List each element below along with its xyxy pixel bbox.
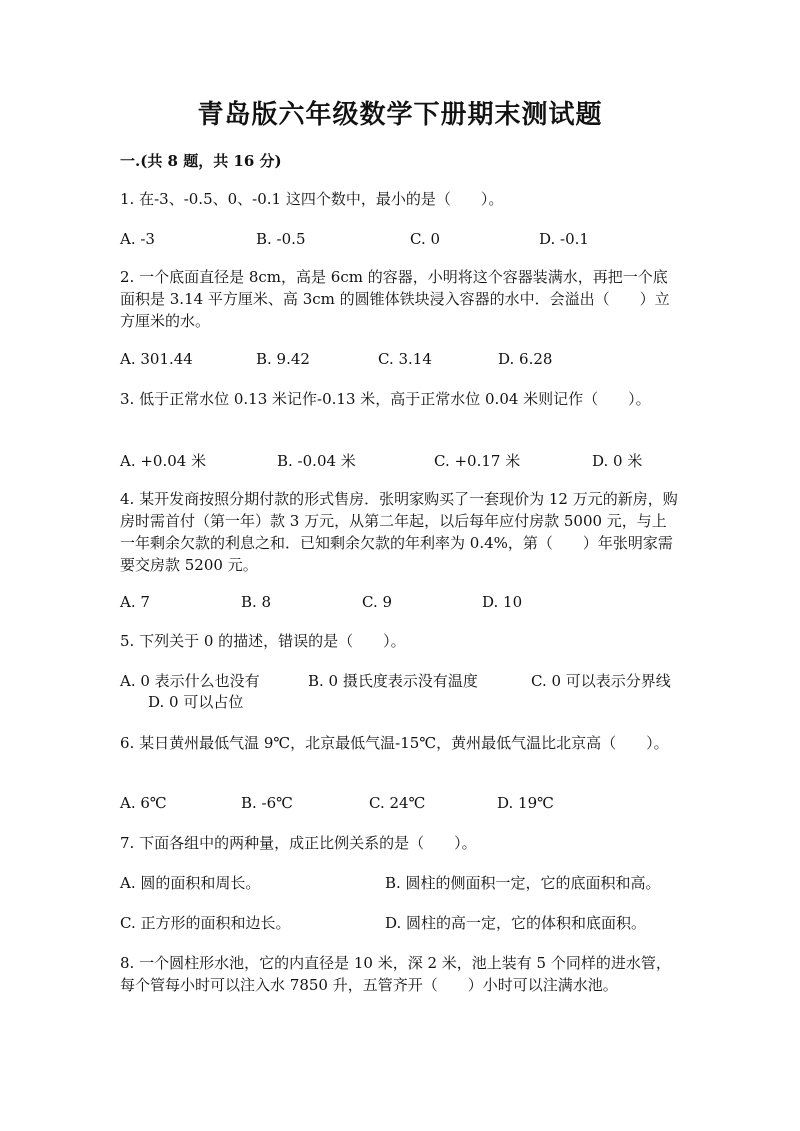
q7-option-c[interactable]: C. 正方形的面积和边长。: [120, 914, 291, 932]
q2-option-b[interactable]: B. 9.42: [256, 350, 310, 368]
q2-option-d[interactable]: D. 6.28: [498, 350, 553, 368]
q6-option-a[interactable]: A. 6℃: [120, 794, 167, 812]
q3-option-a[interactable]: A. +0.04 米: [120, 452, 207, 470]
q5-option-d[interactable]: D. 0 可以占位: [148, 693, 244, 711]
q6-option-d[interactable]: D. 19℃: [497, 794, 554, 812]
question-4: 4. 某开发商按照分期付款的形式售房．张明家购买了一套现价为 12 万元的新房，购房时需首付（第一年）款 3 万元，从第二年起，以后每年应付房款 5000 元，与上一年剩余欠款的利息之和．已知剩余欠款的年利率为 0.4%，第（ ）年张明家需要交房款 5200 元。: [120, 490, 678, 574]
q1-option-c[interactable]: C. 0: [410, 230, 441, 248]
question-7: 7. 下面各组中的两种量，成正比例关系的是（ ）。: [120, 834, 477, 852]
q1-option-b[interactable]: B. -0.5: [256, 230, 306, 248]
q3-option-c[interactable]: C. +0.17 米: [434, 452, 521, 470]
q1-option-a[interactable]: A. -3: [120, 230, 155, 248]
question-5: 5. 下列关于 0 的描述，错误的是（ ）。: [120, 632, 406, 650]
q2-option-c[interactable]: C. 3.14: [378, 350, 432, 368]
question-8: 8. 一个圆柱形水池，它的内直径是 10 米，深 2 米，池上装有 5 个同样的进水管，每个管每小时可以注入水 7850 升，五管齐开（ ）小时可以注满水池。: [120, 954, 671, 994]
q2-option-a[interactable]: A. 301.44: [120, 350, 193, 368]
question-3: 3. 低于正常水位 0.13 米记作-0.13 米，高于正常水位 0.04 米则记作（ ）。: [120, 390, 651, 408]
q5-option-b[interactable]: B. 0 摄氏度表示没有温度: [308, 672, 478, 690]
q7-option-b[interactable]: B. 圆柱的侧面积一定，它的底面积和高。: [385, 874, 661, 892]
q7-option-d[interactable]: D. 圆柱的高一定，它的体积和底面积。: [385, 914, 647, 932]
question-1: 1. 在-3、-0.5、0、-0.1 这四个数中，最小的是（ ）。: [120, 190, 504, 208]
q4-option-b[interactable]: B. 8: [241, 593, 272, 611]
q3-option-b[interactable]: B. -0.04 米: [277, 452, 356, 470]
section-heading: 一.(共 8 题，共 16 分): [120, 152, 282, 170]
question-2: 2. 一个底面直径是 8cm，高是 6cm 的容器，小明将这个容器装满水，再把一个底面积是 3.14 平方厘米、高 3cm 的圆锥体铁块浸入容器的水中．会溢出（ ）立方厘米的水。: [120, 268, 670, 330]
page-title: 青岛版六年级数学下册期末测试题: [197, 100, 603, 130]
q4-option-d[interactable]: D. 10: [482, 593, 523, 611]
q6-option-b[interactable]: B. -6℃: [241, 794, 293, 812]
q7-option-a[interactable]: A. 圆的面积和周长。: [120, 874, 261, 892]
q6-option-c[interactable]: C. 24℃: [369, 794, 426, 812]
question-6: 6. 某日黄州最低气温 9℃，北京最低气温-15℃，黄州最低气温比北京高（ ）。: [120, 734, 669, 752]
q4-option-c[interactable]: C. 9: [362, 593, 393, 611]
q1-option-d[interactable]: D. -0.1: [539, 230, 589, 248]
q3-option-d[interactable]: D. 0 米: [592, 452, 643, 470]
q5-option-c[interactable]: C. 0 可以表示分界线: [531, 672, 671, 690]
q4-option-a[interactable]: A. 7: [120, 593, 150, 611]
q5-option-a[interactable]: A. 0 表示什么也没有: [120, 672, 260, 690]
